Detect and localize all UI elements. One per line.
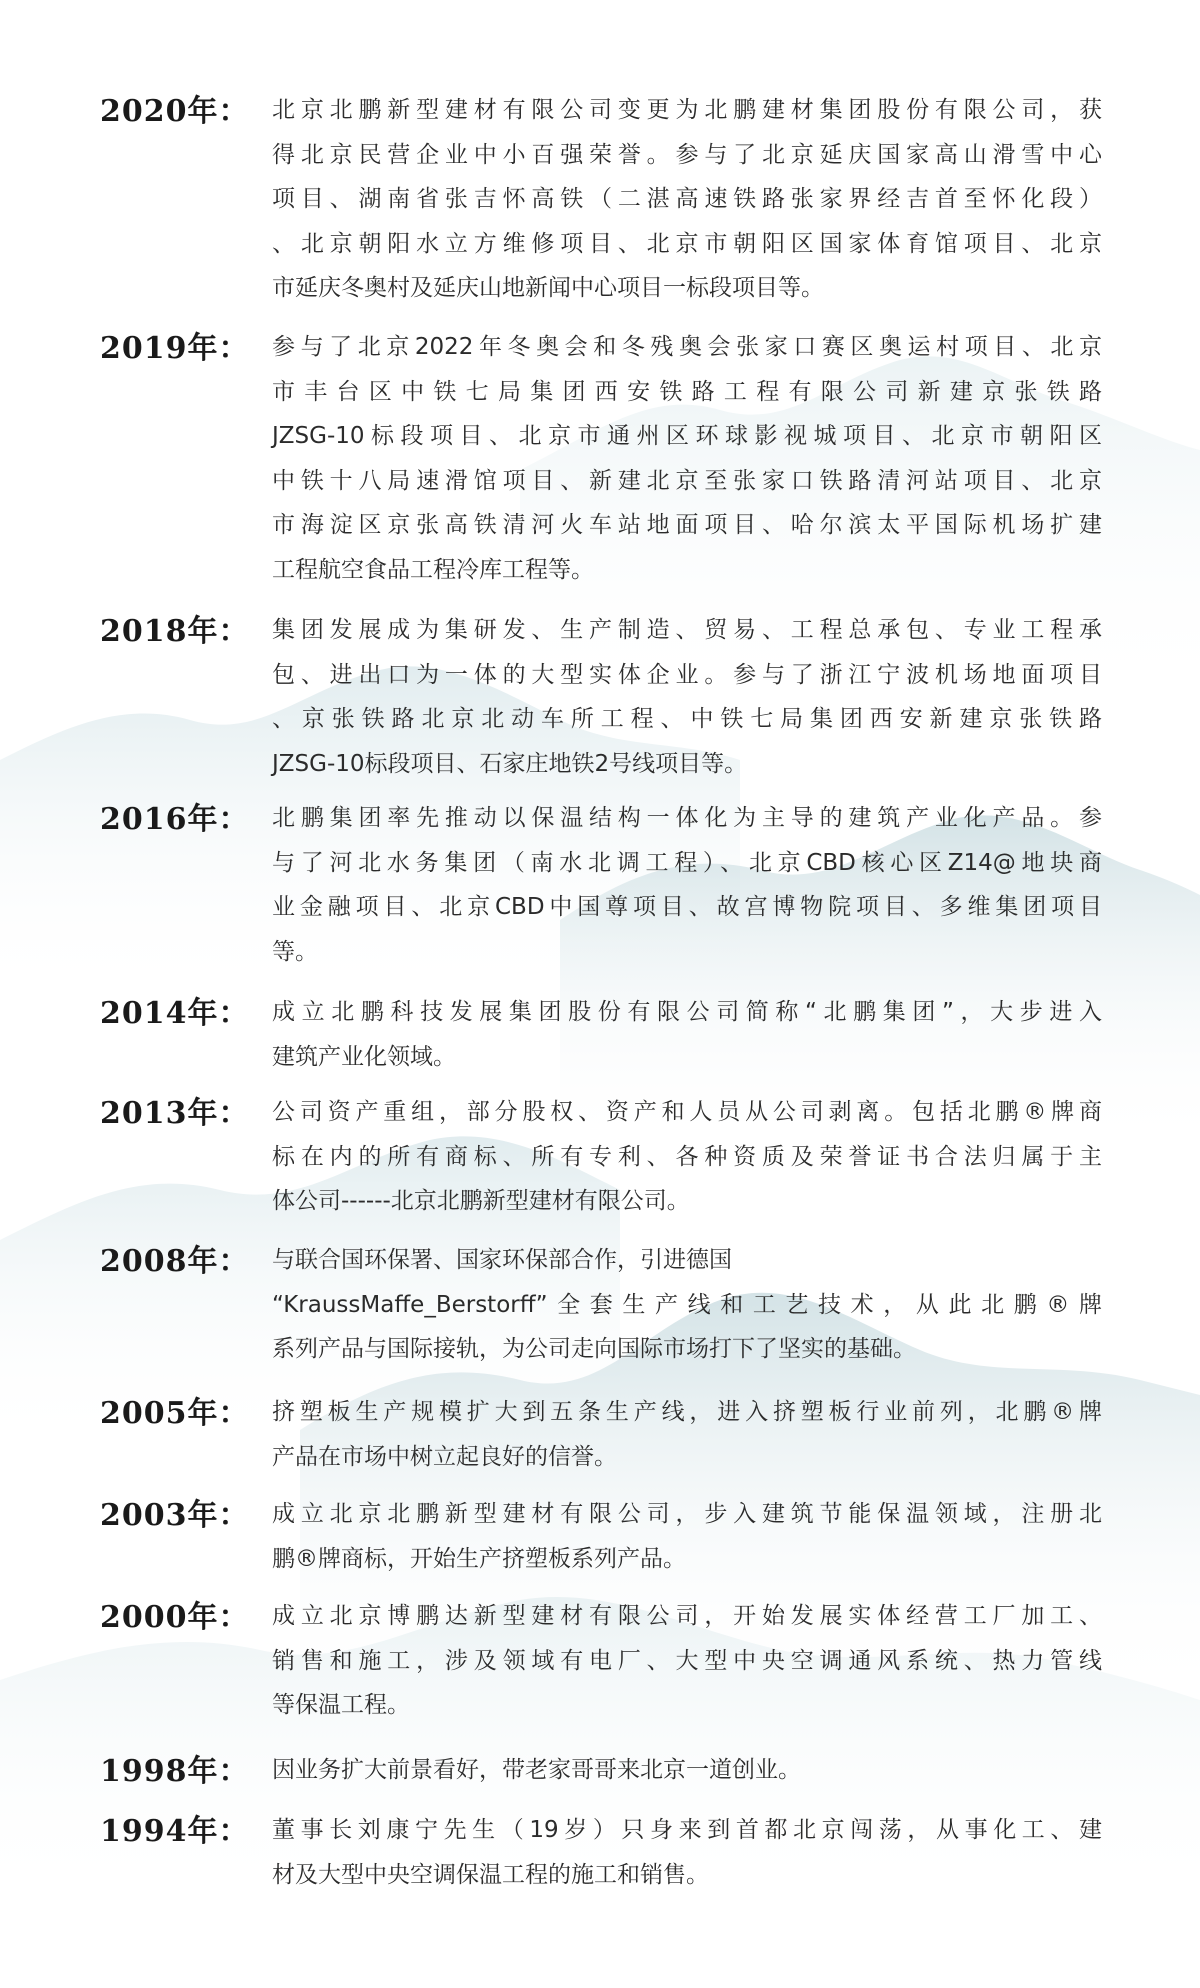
timeline-description [272, 1748, 1102, 1793]
description-line: 、北京朝阳水立方维修项目、北京市朝阳区国家体育馆项目、北京 [272, 230, 1102, 257]
timeline-description [272, 1090, 1102, 1224]
timeline-description [272, 88, 1102, 311]
description-line: 得北京民营企业中小百强荣誉。参与了北京延庆国家高山滑雪中心 [272, 141, 1102, 168]
description-line: JZSG-10标段项目、石家庄地铁2号线项目等。 [272, 750, 748, 777]
description-line: 标在内的所有商标、所有专利、各种资质及荣誉证书合法归属于主 [272, 1143, 1102, 1170]
timeline-year: 2008年： [100, 1244, 250, 1279]
description-line: 因业务扩大前景看好，带老家哥哥来北京一道创业。 [272, 1757, 801, 1783]
timeline-description [272, 796, 1102, 974]
timeline-year: 1994年： [100, 1814, 250, 1849]
description-line: 建筑产业化领域。 [272, 1043, 456, 1070]
description-line: 公司资产重组，部分股权、资产和人员从公司剥离。包括北鹏®牌商 [272, 1099, 1102, 1125]
description-line: 挤塑板生产规模扩大到五条生产线，进入挤塑板行业前列，北鹏®牌 [272, 1399, 1102, 1425]
description-line: 、京张铁路北京北动车所工程、中铁七局集团西安新建京张铁路 [272, 706, 1102, 732]
description-line: 项目、湖南省张吉怀高铁（二湛高速铁路张家界经吉首至怀化段） [272, 186, 1102, 212]
timeline-year: 2003年： [100, 1498, 250, 1533]
description-line: 参与了北京2022年冬奥会和冬残奥会张家口赛区奥运村项目、北京 [272, 334, 1102, 360]
description-line: 鹏®牌商标，开始生产挤塑板系列产品。 [272, 1545, 686, 1572]
description-line: 销售和施工，涉及领域有电厂、大型中央空调通风系统、热力管线 [272, 1647, 1102, 1674]
timeline-description [272, 1238, 1102, 1372]
description-line: 集团发展成为集研发、生产制造、贸易、工程总承包、专业工程承 [272, 617, 1102, 643]
description-line: 产品在市场中树立起良好的信誉。 [272, 1443, 617, 1470]
timeline-description [272, 608, 1102, 786]
description-line: 中铁十八局速滑馆项目、新建北京至张家口铁路清河站项目、北京 [272, 467, 1102, 494]
timeline-description [272, 990, 1102, 1079]
timeline-year: 2020年： [100, 94, 250, 129]
description-line: 系列产品与国际接轨，为公司走向国际市场打下了坚实的基础。 [272, 1336, 916, 1362]
description-line: 北鹏集团率先推动以保温结构一体化为主导的建筑产业化产品。参 [272, 805, 1102, 831]
timeline-description [272, 1808, 1102, 1897]
description-line: 市海淀区京张高铁清河火车站地面项目、哈尔滨太平国际机场扩建 [272, 512, 1102, 538]
description-line: 工程航空食品工程冷库工程等。 [272, 556, 594, 583]
timeline-year: 2013年： [100, 1096, 250, 1131]
description-line: 等保温工程。 [272, 1692, 410, 1718]
timeline-description [272, 1594, 1102, 1728]
description-line: 董事长刘康宁先生（19岁）只身来到首都北京闯荡，从事化工、建 [272, 1817, 1102, 1843]
description-line: 与联合国环保署、国家环保部合作，引进德国 [272, 1247, 732, 1273]
timeline-year: 2019年： [100, 331, 250, 366]
description-line: JZSG-10标段项目、北京市通州区环球影视城项目、北京市朝阳区 [272, 423, 1102, 449]
description-line: 市延庆冬奥村及延庆山地新闻中心项目一标段项目等。 [272, 275, 824, 301]
timeline-description [272, 1492, 1102, 1581]
description-line: 体公司------北京北鹏新型建材有限公司。 [272, 1188, 690, 1214]
description-line: 材及大型中央空调保温工程的施工和销售。 [272, 1861, 709, 1888]
timeline-year: 2014年： [100, 996, 250, 1031]
timeline-year: 2018年： [100, 614, 250, 649]
description-line: “KraussMaffe_Berstorff”全套生产线和工艺技术，从此北鹏®牌 [272, 1291, 1102, 1318]
description-line: 市丰台区中铁七局集团西安铁路工程有限公司新建京张铁路 [272, 378, 1102, 405]
timeline-year: 2000年： [100, 1600, 250, 1635]
timeline-year: 1998年： [100, 1754, 250, 1789]
timeline-year: 2005年： [100, 1396, 250, 1431]
timeline-year: 2016年： [100, 802, 250, 837]
description-line: 等。 [272, 938, 318, 965]
description-line: 与了河北水务集团（南水北调工程）、北京CBD核心区Z14@地块商 [272, 849, 1102, 876]
description-line: 成立北鹏科技发展集团股份有限公司简称“北鹏集团”，大步进入 [272, 999, 1102, 1025]
timeline-description [272, 1390, 1102, 1479]
description-line: 包、进出口为一体的大型实体企业。参与了浙江宁波机场地面项目 [272, 661, 1102, 688]
description-line: 业金融项目、北京CBD中国尊项目、故宫博物院项目、多维集团项目 [272, 894, 1102, 920]
description-line: 成立北京博鹏达新型建材有限公司，开始发展实体经营工厂加工、 [272, 1603, 1102, 1629]
timeline-description [272, 325, 1102, 592]
description-line: 北京北鹏新型建材有限公司变更为北鹏建材集团股份有限公司，获 [272, 97, 1102, 123]
description-line: 成立北京北鹏新型建材有限公司，步入建筑节能保温领域，注册北 [272, 1501, 1102, 1527]
